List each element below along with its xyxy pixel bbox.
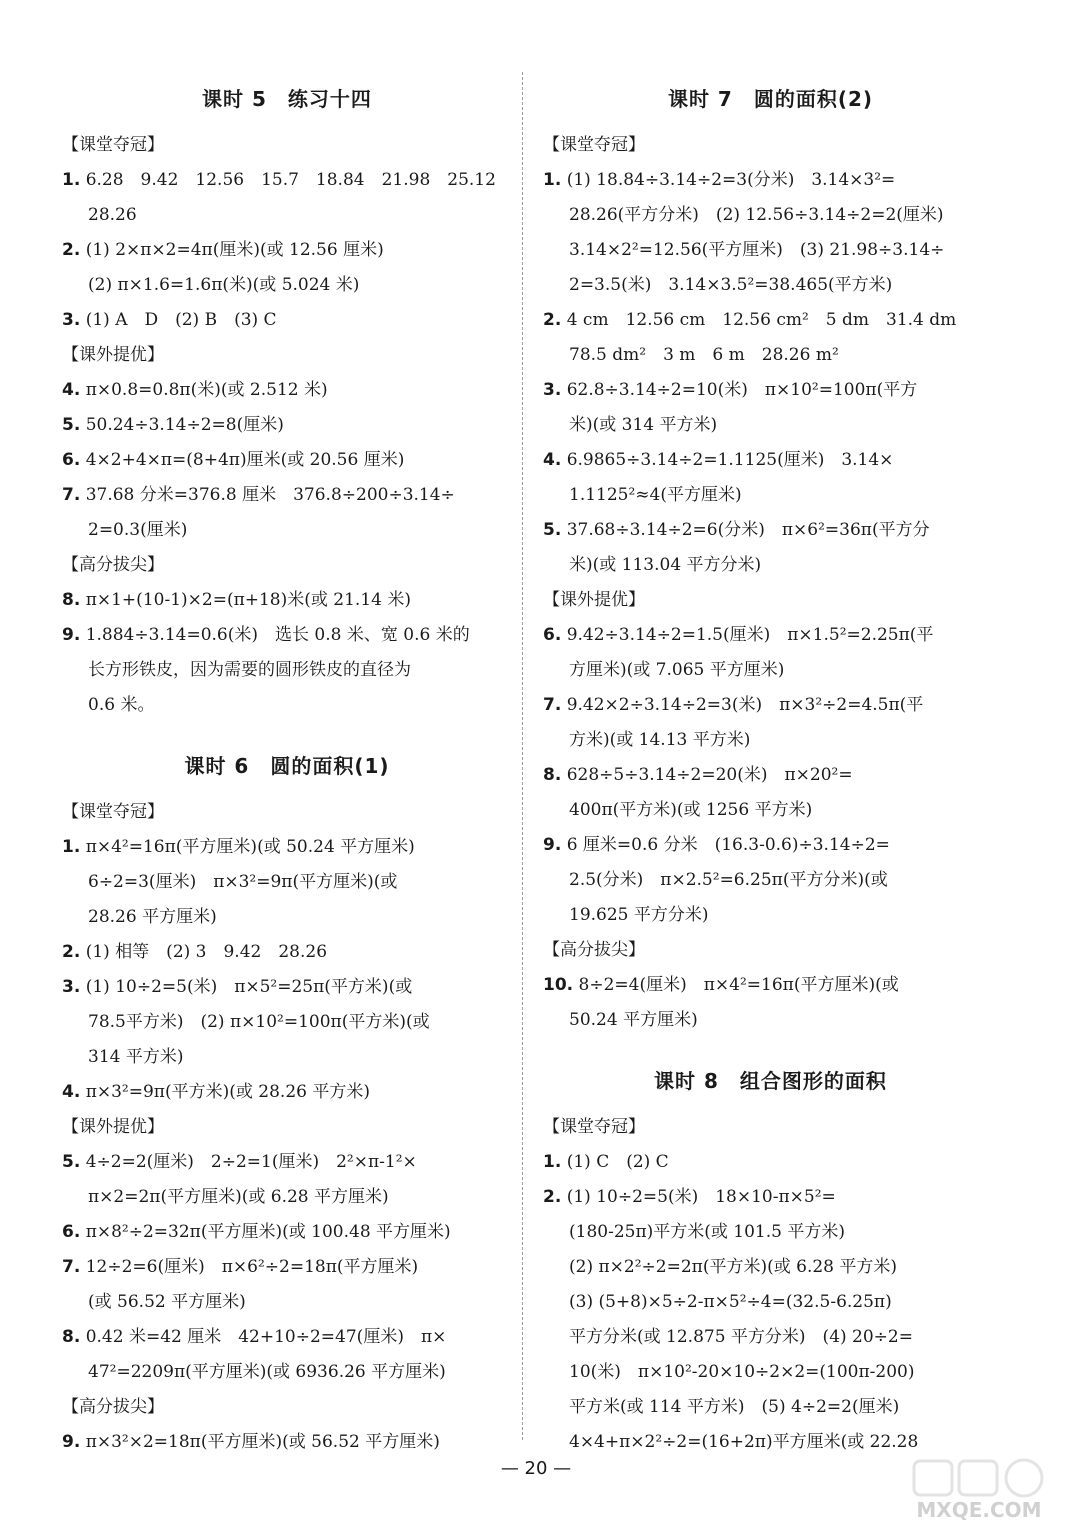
answer-line [543,513,998,548]
answer-text: 12÷2=6(厘米) π×6²÷2=18π(平方厘米) [85,1257,419,1277]
answer-text: π×3²=9π(平方米)(或 28.26 平方米) [85,1082,370,1102]
question-number: 2. [62,942,81,962]
question-number: 8. [543,765,562,785]
answer-continuation: 50.24 平方厘米) [569,1010,698,1030]
answer-line [543,758,998,793]
answer-line [62,443,512,478]
answer-line [62,373,512,408]
answer-continuation: 方米)(或 14.13 平方米) [569,730,751,750]
answer-continuation: 19.625 平方分米) [569,905,709,925]
answer-text: 6.9865÷3.14÷2=1.1125(厘米) 3.14× [566,450,894,470]
answer-text: (1) 10÷2=5(米) π×5²=25π(平方米)(或 [85,977,413,997]
answer-continuation: 47²=2209π(平方厘米)(或 6936.26 平方厘米) [88,1362,446,1382]
section-heading: 课时 5 练习十四 [202,87,372,111]
answer-continuation: (或 56.52 平方厘米) [88,1292,246,1312]
answer-text: 9.42×2÷3.14÷2=3(米) π×3²÷2=4.5π(平 [566,695,924,715]
answer-text: π×0.8=0.8π(米)(或 2.512 米) [85,380,328,400]
answer-text: 4×2+4×π=(8+4π)厘米(或 20.56 厘米) [85,450,405,470]
answer-text: 628÷5÷3.14÷2=20(米) π×20²= [566,765,853,785]
answer-line [543,618,998,653]
answer-continuation: (2) π×1.6=1.6π(米)(或 5.024 米) [88,275,360,295]
answer-line [543,373,998,408]
answer-continuation: 3.14×2²=12.56(平方厘米) (3) 21.98÷3.14÷ [569,240,945,260]
section-tag: 【课堂夺冠】 [543,1117,645,1137]
question-number: 7. [62,1257,81,1277]
answer-line [62,233,512,268]
answer-line [62,1075,512,1110]
answer-line [543,163,998,198]
answer-continuation: 长方形铁皮，因为需要的圆形铁皮的直径为 [88,660,411,680]
answer-continuation: 2=3.5(米) 3.14×3.5²=38.465(平方米) [569,275,893,295]
answer-line [62,830,512,865]
section-tag: 【高分拔尖】 [62,1397,164,1417]
answer-line [62,583,512,618]
question-number: 9. [543,835,562,855]
answer-line [543,968,998,1003]
answer-text: 4 cm 12.56 cm 12.56 cm² 5 dm 31.4 dm [566,310,957,330]
answer-text: π×3²×2=18π(平方厘米)(或 56.52 平方厘米) [85,1432,440,1452]
section-tag: 【课外提优】 [543,590,645,610]
answer-line [62,1145,512,1180]
answer-text: (1) A D (2) B (3) C [85,310,277,330]
question-number: 3. [62,310,81,330]
answer-continuation: 平方米(或 114 平方米) (5) 4÷2=2(厘米) [569,1397,900,1417]
answer-text: 50.24÷3.14÷2=8(厘米) [85,415,284,435]
question-number: 5. [62,415,81,435]
question-number: 5. [62,1152,81,1172]
section-tag: 【课堂夺冠】 [543,135,645,155]
question-number: 5. [543,520,562,540]
section-tag: 【高分拔尖】 [543,940,645,960]
answer-line [62,970,512,1005]
answer-line [543,303,998,338]
answer-continuation: 0.6 米。 [88,695,155,715]
section-heading: 课时 6 圆的面积(1) [184,754,390,778]
answer-text: 1.884÷3.14=0.6(米) 选长 0.8 米、宽 0.6 米的 [85,625,470,645]
question-number: 8. [62,1327,81,1347]
watermark-logo [904,1455,1054,1525]
answer-text: π×4²=16π(平方厘米)(或 50.24 平方厘米) [85,837,415,857]
answer-continuation: (3) (5+8)×5÷2-π×5²÷4=(32.5-6.25π) [569,1292,892,1312]
question-number: 9. [62,625,81,645]
answer-continuation: 400π(平方米)(或 1256 平方米) [569,800,813,820]
answer-text: 6.28 9.42 12.56 15.7 18.84 21.98 25.12 [85,170,496,190]
answer-line [62,1250,512,1285]
answer-line [62,1320,512,1355]
answer-text: (1) 相等 (2) 3 9.42 28.26 [85,942,328,962]
question-number: 10. [543,975,574,995]
answer-line [62,478,512,513]
section-tag: 【课堂夺冠】 [62,135,164,155]
question-number: 2. [543,1187,562,1207]
answer-continuation: 平方分米(或 12.875 平方分米) (4) 20÷2= [569,1327,913,1347]
answer-continuation: 2=0.3(厘米) [88,520,188,540]
answer-line [543,1180,998,1215]
question-number: 7. [62,485,81,505]
answer-continuation: 方厘米)(或 7.065 平方厘米) [569,660,785,680]
answer-text: 37.68÷3.14÷2=6(分米) π×6²=36π(平方分 [566,520,930,540]
question-number: 1. [543,1152,562,1172]
answer-continuation: 314 平方米) [88,1047,184,1067]
question-number: 3. [543,380,562,400]
answer-line [62,1215,512,1250]
answer-line [62,618,512,653]
section-tag: 【课外提优】 [62,1117,164,1137]
answer-text: (1) 2×π×2=4π(厘米)(或 12.56 厘米) [85,240,384,260]
answer-continuation: (180-25π)平方米(或 101.5 平方米) [569,1222,846,1242]
answer-continuation: 1.1125²≈4(平方厘米) [569,485,742,505]
question-number: 6. [62,1222,81,1242]
section-tag: 【课外提优】 [62,345,164,365]
answer-text: 6 厘米=0.6 分米 (16.3-0.6)÷3.14÷2= [566,835,890,855]
answer-text: 0.42 米=42 厘米 42+10÷2=47(厘米) π× [85,1327,447,1347]
question-number: 9. [62,1432,81,1452]
answer-continuation: 6÷2=3(厘米) π×3²=9π(平方厘米)(或 [88,872,398,892]
section-tag: 【高分拔尖】 [62,555,164,575]
answer-continuation: 28.26 平方厘米) [88,907,217,927]
answer-continuation: 4×4+π×2²÷2=(16+2π)平方厘米(或 22.28 [569,1432,919,1452]
answer-line [543,828,998,863]
answer-continuation: 10(米) π×10²-20×10÷2×2=(100π-200) [569,1362,915,1382]
answer-line [543,688,998,723]
question-number: 4. [62,1082,81,1102]
answer-text: 8÷2=4(厘米) π×4²=16π(平方厘米)(或 [578,975,899,995]
answer-continuation: 2.5(分米) π×2.5²=6.25π(平方分米)(或 [569,870,888,890]
answer-continuation: (2) π×2²÷2=2π(平方米)(或 6.28 平方米) [569,1257,898,1277]
left-column [62,70,512,1460]
right-column [543,70,998,1460]
answer-line [62,163,512,198]
answer-line [543,443,998,478]
svg-text:MXQE.COM: MXQE.COM [916,1498,1042,1522]
answer-continuation: 28.26(平方分米) (2) 12.56÷3.14÷2=2(厘米) [569,205,944,225]
answer-line [62,408,512,443]
answer-continuation: π×2=2π(平方厘米)(或 6.28 平方厘米) [88,1187,389,1207]
answer-continuation: 米)(或 314 平方米) [569,415,718,435]
answer-text: (1) 18.84÷3.14÷2=3(分米) 3.14×3²= [566,170,896,190]
answer-text: 62.8÷3.14÷2=10(米) π×10²=100π(平方 [566,380,918,400]
question-number: 4. [543,450,562,470]
answer-line [62,1425,512,1460]
column-divider [522,72,523,1440]
page-number: — 20 — [500,1458,572,1479]
question-number: 1. [62,837,81,857]
question-number: 6. [62,450,81,470]
answer-line [543,1145,998,1180]
answer-text: π×8²÷2=32π(平方厘米)(或 100.48 平方厘米) [85,1222,451,1242]
answer-continuation: 78.5 dm² 3 m 6 m 28.26 m² [569,345,839,365]
answer-text: 37.68 分米=376.8 厘米 376.8÷200÷3.14÷ [85,485,455,505]
question-number: 7. [543,695,562,715]
section-tag: 【课堂夺冠】 [62,802,164,822]
section-heading: 课时 7 圆的面积(2) [667,87,874,111]
question-number: 2. [62,240,81,260]
answer-text: (1) C (2) C [566,1152,669,1172]
question-number: 8. [62,590,81,610]
answer-text: 4÷2=2(厘米) 2÷2=1(厘米) 2²×π-1²× [85,1152,417,1172]
question-number: 6. [543,625,562,645]
answer-text: π×1+(10-1)×2=(π+18)米(或 21.14 米) [85,590,411,610]
question-number: 2. [543,310,562,330]
question-number: 1. [62,170,81,190]
answer-continuation: 78.5平方米) (2) π×10²=100π(平方米)(或 [88,1012,430,1032]
answer-continuation: 28.26 [88,205,137,225]
answer-line [62,303,512,338]
question-number: 4. [62,380,81,400]
answer-text: (1) 10÷2=5(米) 18×10-π×5²= [566,1187,836,1207]
answer-line [62,935,512,970]
question-number: 1. [543,170,562,190]
answer-continuation: 米)(或 113.04 平方分米) [569,555,762,575]
answer-text: 9.42÷3.14÷2=1.5(厘米) π×1.5²=2.25π(平 [566,625,934,645]
section-heading: 课时 8 组合图形的面积 [654,1069,887,1093]
question-number: 3. [62,977,81,997]
